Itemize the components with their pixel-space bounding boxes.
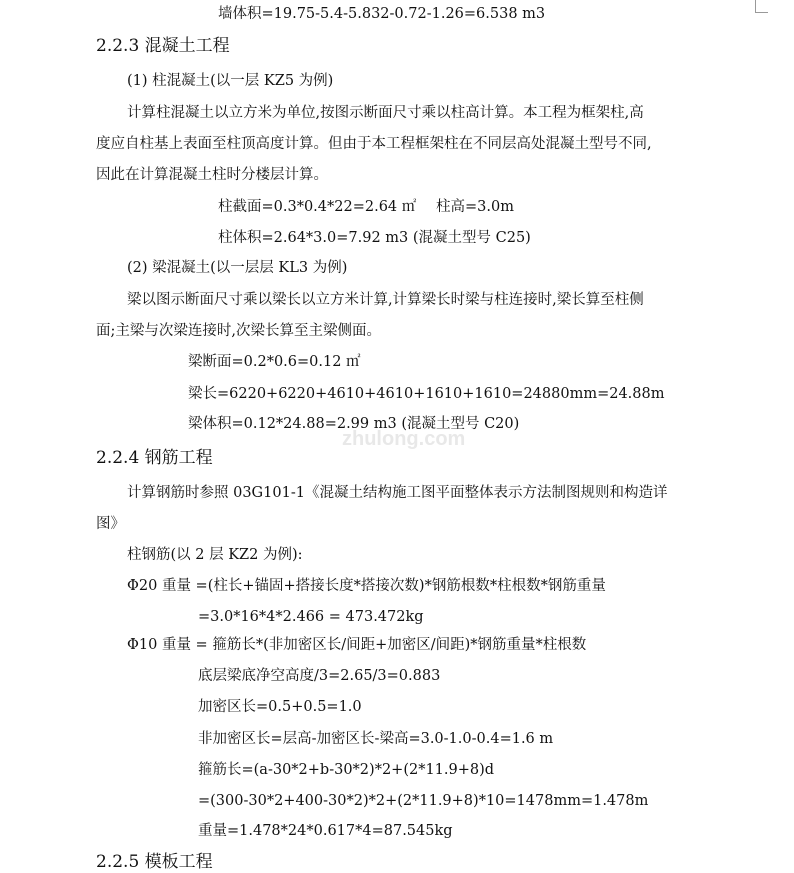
formula-line: 梁体积=0.12*24.88=2.99 m3 (混凝土型号 C20) <box>188 416 520 432</box>
formula-line: 箍筋长=(a-30*2+b-30*2)*2+(2*11.9+8)d <box>198 762 495 778</box>
paragraph-line: 度应自柱基上表面至柱顶高度计算。但由于本工程框架柱在不同层高处混凝土型号不同, <box>96 136 652 152</box>
formula-line: 重量=1.478*24*0.617*4=87.545kg <box>198 823 453 839</box>
formula-line: 非加密区长=层高-加密区长-梁高=3.0-1.0-0.4=1.6 m <box>198 731 554 747</box>
section-heading: 2.2.5 模板工程 <box>96 852 213 872</box>
formula-line: 梁断面=0.2*0.6=0.12 ㎡ <box>188 354 361 370</box>
formula-line: =(300-30*2+400-30*2)*2+(2*11.9+8)*10=1478mm=1.478m <box>198 793 649 809</box>
paragraph-line: 图》 <box>96 516 125 532</box>
formula-line: Φ20 重量 =(柱长+锚固+搭接长度*搭接次数)*钢筋根数*柱根数*钢筋重量 <box>127 578 606 594</box>
paragraph-line: 计算钢筋时参照 03G101-1《混凝土结构施工图平面整体表示方法制图规则和构造详 <box>127 485 668 501</box>
formula-line: =3.0*16*4*2.466 = 473.472kg <box>198 609 424 625</box>
section-heading: 2.2.4 钢筋工程 <box>96 448 213 468</box>
paragraph-line: 因此在计算混凝土柱时分楼层计算。 <box>96 167 328 183</box>
formula-line: 底层梁底净空高度/3=2.65/3=0.883 <box>198 668 441 684</box>
paragraph-line: 计算柱混凝土以立方米为单位,按图示断面尺寸乘以柱高计算。本工程为框架柱,高 <box>127 105 644 121</box>
text-line: 墙体积=19.75-5.4-5.832-0.72-1.26=6.538 m3 <box>218 6 546 22</box>
watermark-text: zhulong.com <box>342 428 466 450</box>
formula-line: 加密区长=0.5+0.5=1.0 <box>198 699 362 715</box>
formula-line: 梁长=6220+6220+4610+4610+1610+1610=24880mm=24.88m <box>188 386 665 402</box>
text-line: (1) 柱混凝土(以一层 KZ5 为例) <box>127 73 334 89</box>
margin-corner-mark <box>755 0 768 13</box>
text-line: 柱钢筋(以 2 层 KZ2 为例): <box>127 547 303 563</box>
section-heading: 2.2.3 混凝土工程 <box>96 36 230 56</box>
formula-line: 柱体积=2.64*3.0=7.92 m3 (混凝土型号 C25) <box>218 230 531 246</box>
formula-line: 柱截面=0.3*0.4*22=2.64 ㎡ <box>218 199 417 215</box>
formula-line: Φ10 重量 = 箍筋长*(非加密区长/间距+加密区/间距)*钢筋重量*柱根数 <box>127 637 587 653</box>
paragraph-line: 梁以图示断面尺寸乘以梁长以立方米计算,计算梁长时梁与柱连接时,梁长算至柱侧 <box>127 292 644 308</box>
formula-line: 柱高=3.0m <box>436 199 514 215</box>
text-line: (2) 梁混凝土(以一层层 KL3 为例) <box>127 260 348 276</box>
paragraph-line: 面;主梁与次梁连接时,次梁长算至主梁侧面。 <box>96 323 381 339</box>
